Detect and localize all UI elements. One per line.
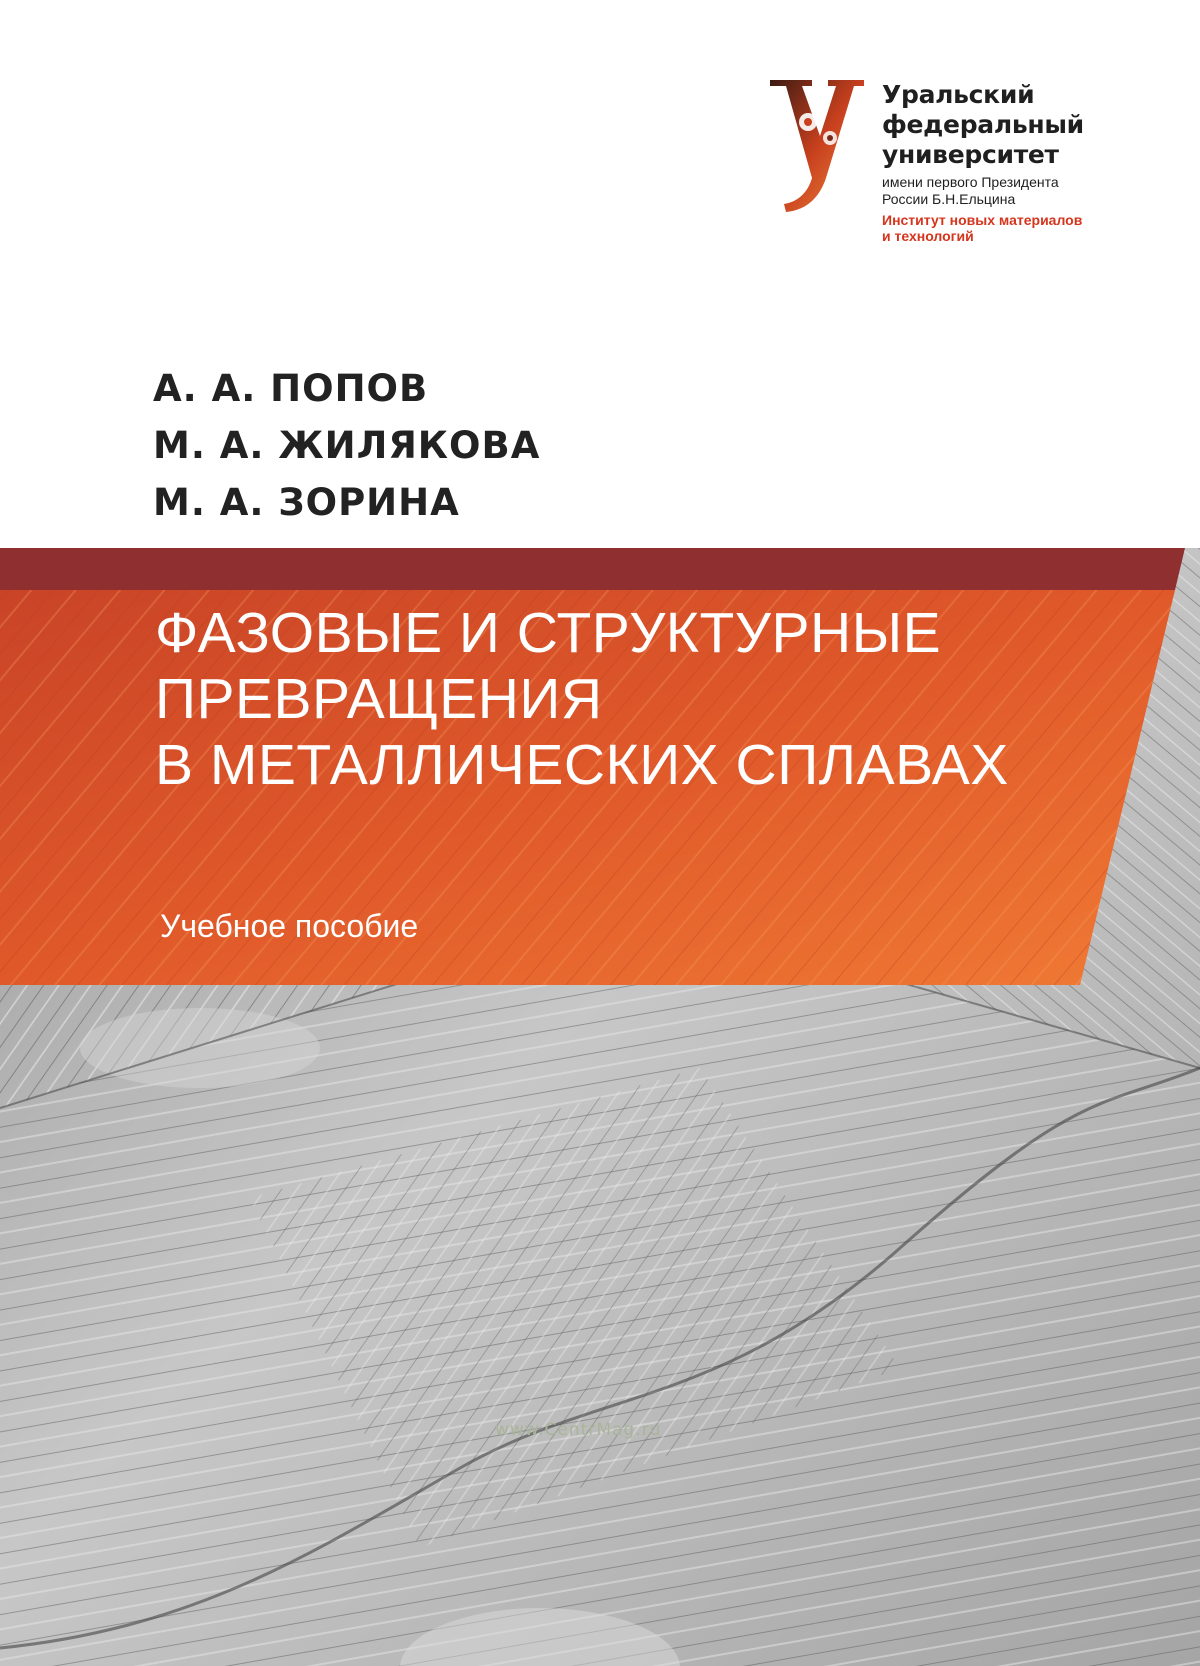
author-name: А. А. ПОПОВ bbox=[153, 367, 429, 410]
book-subtitle: Учебное пособие bbox=[160, 908, 419, 944]
author-name: М. А. ЖИЛЯКОВА bbox=[153, 424, 541, 467]
university-subtitle bbox=[882, 174, 1182, 208]
institute-name-line: и технологий bbox=[882, 228, 974, 244]
watermark: www.CentrMag.ru bbox=[495, 1420, 662, 1440]
institute-name bbox=[882, 212, 1182, 244]
university-name bbox=[882, 80, 1182, 170]
book-title bbox=[155, 600, 1115, 798]
book-title-line: В МЕТАЛЛИЧЕСКИХ СПЛАВАХ bbox=[155, 733, 1009, 797]
university-name-line: федеральный bbox=[882, 110, 1084, 139]
institute-name-line: Институт новых материалов bbox=[882, 212, 1083, 228]
university-subtitle-line: России Б.Н.Ельцина bbox=[882, 191, 1016, 207]
author-name: М. А. ЗОРИНА bbox=[153, 481, 460, 524]
book-title-line: ПРЕВРАЩЕНИЯ bbox=[155, 667, 603, 731]
book-title-line: ФАЗОВЫЕ И СТРУКТУРНЫЕ bbox=[155, 601, 942, 665]
university-logo-icon bbox=[768, 78, 866, 214]
university-name-line: университет bbox=[882, 140, 1059, 169]
university-subtitle-line: имени первого Президента bbox=[882, 174, 1059, 190]
university-logo-text bbox=[882, 80, 1182, 244]
author-list bbox=[153, 360, 540, 531]
university-name-line: Уральский bbox=[882, 80, 1035, 109]
